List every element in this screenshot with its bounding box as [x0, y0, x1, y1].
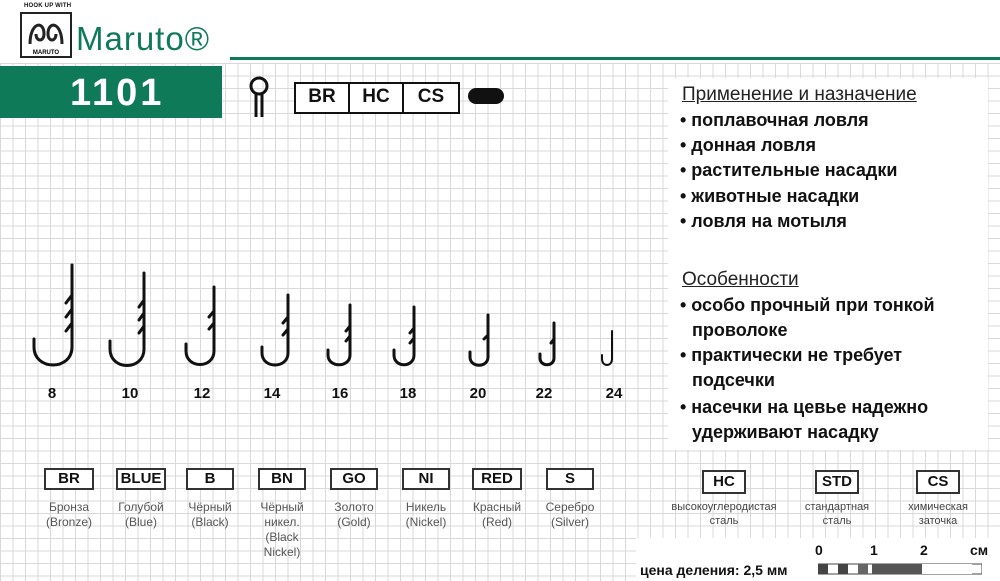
color-description [534, 500, 606, 530]
feature-item-cont: проволоке [692, 320, 788, 340]
application-item: • животные насадки [680, 186, 860, 206]
feature-item: • насечки на цевье надежно [680, 397, 929, 417]
color-description [390, 500, 462, 530]
feature-item: • особо прочный при тонкой [680, 295, 935, 315]
color-name: Серебро [545, 500, 595, 514]
application-item: • поплавочная ловля [680, 110, 869, 130]
hook-size-label: 14 [263, 385, 281, 402]
scale-mark: 0 [815, 542, 823, 558]
color-name-en: (Black [265, 530, 299, 544]
logo-tagline: HOOK UP WITH [24, 3, 72, 9]
hook-size-label: 8 [47, 385, 57, 402]
color-code-box: BR [44, 468, 94, 490]
color-name-en: (Black) [191, 515, 229, 529]
hook-size-label: 22 [535, 385, 553, 402]
color-name-en: Nickel) [263, 545, 301, 559]
color-name: Чёрный [260, 500, 304, 514]
material-name-sub: сталь [709, 515, 739, 527]
product-code-box [294, 82, 460, 114]
color-name-en: (Blue) [124, 515, 157, 529]
color-name-en: (Nickel) [405, 515, 447, 529]
scale-price-label: цена деления: 2,5 мм [640, 562, 788, 578]
code-hc: HC [350, 84, 404, 112]
color-name: Бронза [48, 500, 90, 514]
color-code-box: GO [330, 468, 378, 490]
color-name-sub: никел. [264, 515, 300, 529]
color-name-en: (Gold) [337, 515, 371, 529]
brand-name: Maruto® [76, 20, 211, 57]
color-name-en: (Bronze) [45, 515, 92, 529]
color-code-box: RED [472, 468, 522, 490]
color-name-en: (Red) [481, 515, 512, 529]
hook-icon [540, 323, 554, 365]
hook-icon [602, 331, 612, 365]
brand-line [230, 57, 1000, 60]
code-br: BR [296, 84, 350, 112]
application-item: • растительные насадки [680, 160, 898, 180]
material-name: химическая [908, 501, 968, 513]
hook-icon [328, 305, 350, 365]
color-code-box: NI [402, 468, 450, 490]
color-description [246, 500, 318, 560]
hook-icon [34, 265, 72, 365]
material-name-sub: сталь [822, 515, 852, 527]
color-code-box: BN [258, 468, 306, 490]
hooks-illustration [0, 255, 640, 405]
hook-icon [394, 307, 414, 365]
logo-mark-text: MARUTO [32, 50, 60, 56]
color-description [318, 500, 390, 530]
material-description [896, 500, 980, 528]
material-description [660, 500, 788, 528]
hook-icon [110, 273, 144, 366]
info-panel [668, 78, 988, 450]
material-name-sub: заточка [918, 515, 958, 527]
scale-unit: см [970, 542, 989, 558]
hook-size-label: 24 [605, 385, 623, 402]
hook-size-label: 10 [121, 385, 139, 402]
material-code-box: CS [916, 470, 960, 494]
application-item: • ловля на мотыля [680, 211, 847, 231]
color-name: Никель [405, 500, 447, 514]
material-name: стандартная [804, 501, 870, 513]
color-name: Красный [472, 500, 522, 514]
color-name: Чёрный [188, 500, 232, 514]
color-code-box: B [186, 468, 234, 490]
color-description [105, 500, 177, 530]
application-item: • донная ловля [680, 135, 816, 155]
hook-icon [186, 287, 214, 365]
hook-size-label: 12 [193, 385, 211, 402]
feature-item-cont: подсечки [692, 370, 775, 390]
maruto-logo-icon [20, 12, 72, 58]
color-name: Голубой [118, 500, 164, 514]
color-code-box: BLUE [116, 468, 166, 490]
hook-icon [262, 295, 288, 365]
hook-icon [470, 315, 488, 365]
code-cs: CS [417, 86, 445, 107]
application-title: Применение и назначение [682, 84, 917, 105]
scale-mark: 1 [870, 542, 878, 558]
color-name-en: (Silver) [551, 515, 589, 529]
hook-size-label: 18 [399, 385, 417, 402]
hook-size-label: 20 [469, 385, 487, 402]
material-description [792, 500, 882, 528]
black-coating-icon [468, 88, 504, 104]
feature-item-cont: удерживают насадку [692, 422, 879, 442]
material-code-box: HC [702, 470, 746, 494]
material-code-box: STD [815, 470, 859, 494]
color-code-box: S [546, 468, 594, 490]
ringed-eye-icon [248, 75, 270, 119]
material-name: высокоуглеродистая [671, 501, 777, 513]
features-title: Особенности [682, 269, 799, 290]
color-description [461, 500, 533, 530]
ruler-bar [818, 562, 982, 576]
color-description [33, 500, 105, 530]
color-name: Золото [334, 500, 374, 514]
hook-size-label: 16 [331, 385, 349, 402]
scale-mark: 2 [920, 542, 928, 558]
color-description [174, 500, 246, 530]
model-number: 1101 [70, 72, 165, 114]
feature-item: • практически не требует [680, 345, 903, 365]
